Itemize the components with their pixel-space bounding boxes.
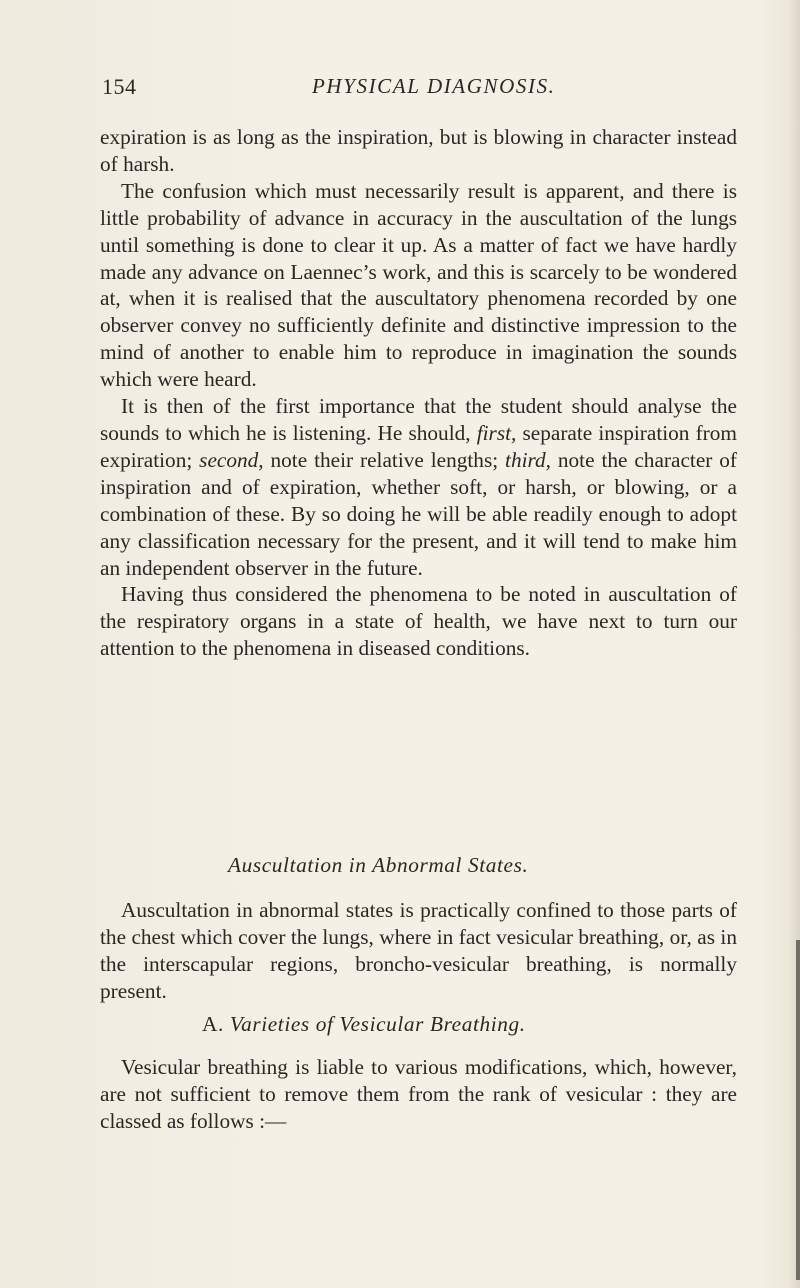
paragraph-analyse-sounds: [100, 393, 737, 581]
p3-first: first,: [476, 420, 517, 445]
paragraph-continuation: expiration is as long as the inspiration, but is blowing in character instead of harsh.: [100, 125, 737, 176]
subsection-title: Varieties of Vesicular Breathing.: [229, 1012, 526, 1036]
p3-text-d: note the character of inspiration and of expiration, whether soft, or harsh, or blowing, or a combination of these. By so doing he will be able readily enough to adopt any classification necessary for the present, and it will tend to make him an independent observer in the future.: [100, 447, 737, 580]
page-number: 154: [102, 74, 137, 99]
p3-text-b: separate inspiration from expiration;: [100, 420, 737, 472]
text-block-varieties: [100, 1054, 737, 1135]
p3-text-a: It is then of the first importance that the student should analyse the sounds to which he is listening. He should,: [100, 394, 737, 445]
section-heading-abnormal-states: Auscultation in Abnormal States.: [228, 853, 529, 877]
p3-text-c: note their relative lengths;: [263, 447, 506, 472]
subsection-letter: A.: [202, 1012, 224, 1036]
subsection-heading-varieties: [202, 1012, 526, 1037]
running-head: PHYSICAL DIAGNOSIS.: [312, 74, 556, 98]
p3-second: second,: [199, 447, 264, 472]
adjacent-page-edge: [796, 940, 800, 1280]
paragraph-vesicular-modifications: Vesicular breathing is liable to various modifications, which, however, are not sufficient to remove them from the rank of vesicular : they are classed as follows :—: [100, 1055, 737, 1133]
page-header: [100, 74, 740, 104]
p3-third: third,: [505, 447, 551, 472]
text-block-abnormal: [100, 897, 737, 1005]
text-block-main: [100, 124, 737, 662]
paragraph-abnormal-states: Auscultation in abnormal states is practically confined to those parts of the chest which cover the lungs, where in fact vesicular breathing, or, as in the interscapular regions, broncho-vesicular breathing, is normally present.: [100, 898, 737, 1003]
paragraph-confusion: The confusion which must necessarily result is apparent, and there is little probability of advance in accuracy in the auscultation of the lungs until something is done to clear it up. As a matter of fact we have hardly made any advance on Laennec’s work, and this is scarcely to be wondered at, when it is realised that the auscultatory phenomena recorded by one observer convey no sufficiently definite and distinctive impression to the mind of another to enable him to reproduce in imagination the sounds which were heard.: [100, 178, 737, 392]
paragraph-having-considered: Having thus considered the phenomena to be noted in auscultation of the respiratory organs in a state of health, we have next to turn our attention to the phenomena in diseased conditions.: [100, 582, 737, 661]
